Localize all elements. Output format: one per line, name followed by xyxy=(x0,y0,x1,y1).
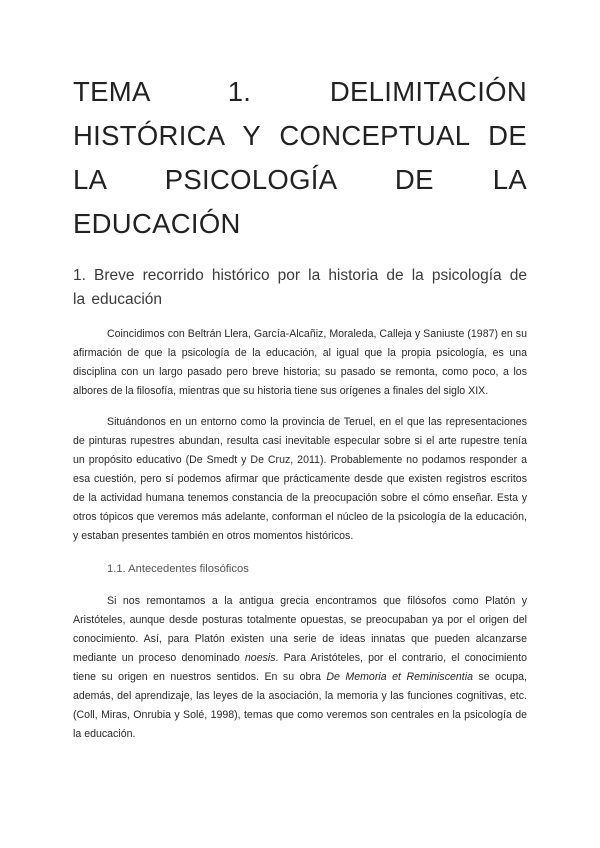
paragraph-text: se ocupa, además, del aprendizaje, las leyes de la asociación, la memoria y las funciones cognitivas, etc. (Coll, Miras, Onrubia y Solé, 1998), temas que como veremos son centrales en la psicología de la educación. xyxy=(73,671,527,740)
italic-term: noesis xyxy=(244,652,276,664)
paragraph-text: Si nos remontamos a la antigua grecia encontramos que filósofos como Platón y Aristóteles, aunque desde posturas totalmente opuestas, se preocupaban ya por el origen del conocimiento. Así, para Platón existen una serie de ideas innatas que pueden alcanzarse mediante un proceso denominado xyxy=(73,595,527,664)
document-title: TEMA 1. DELIMITACIÓN HISTÓRICA Y CONCEPTUAL DE LA PSICOLOGÍA DE LA EDUCACIÓN xyxy=(73,76,527,239)
italic-work-title: De Memoria et Reminiscentia xyxy=(326,671,473,683)
paragraph-text: . Para Aristóteles, por el contrario, el conocimiento tiene su origen en nuestros sentidos. En su obra xyxy=(73,652,527,683)
subsection-heading: 1.1. Antecedentes filosóficos xyxy=(107,563,249,575)
body-paragraph: Coincidimos con Beltrán Llera, García-Alcañiz, Moraleda, Calleja y Saniuste (1987) en su afirmación de que la psicología de la educación, al igual que la propia psicología, es una disciplina con un largo pasado pero breve historia; su pasado se remonta, como poco, a los albores de la filosofía, mientras que su historia tiene sus orígenes a finales del siglo XIX. xyxy=(73,328,527,397)
section-heading: 1. Breve recorrido histórico por la historia de la psicología de la educación xyxy=(73,267,527,308)
body-paragraph: Situándonos en un entorno como la provincia de Teruel, en el que las representaciones de pinturas rupestres abundan, resulta casi inevitable especular sobre si el arte rupestre tenía un propósito educativo (De Smedt y De Cruz, 2011). Probablemente no podamos responder a esa cuestión, pero sí podemos afirmar que prácticamente desde que existen registros escritos de la actividad humana tenemos constancia de la preocupación sobre el cómo enseñar. Esta y otros tópicos que veremos más adelante, conforman el núcleo de la psicología de la educación, y estaban presentes también en otros momentos históricos. xyxy=(73,416,527,542)
body-paragraph xyxy=(73,592,527,744)
